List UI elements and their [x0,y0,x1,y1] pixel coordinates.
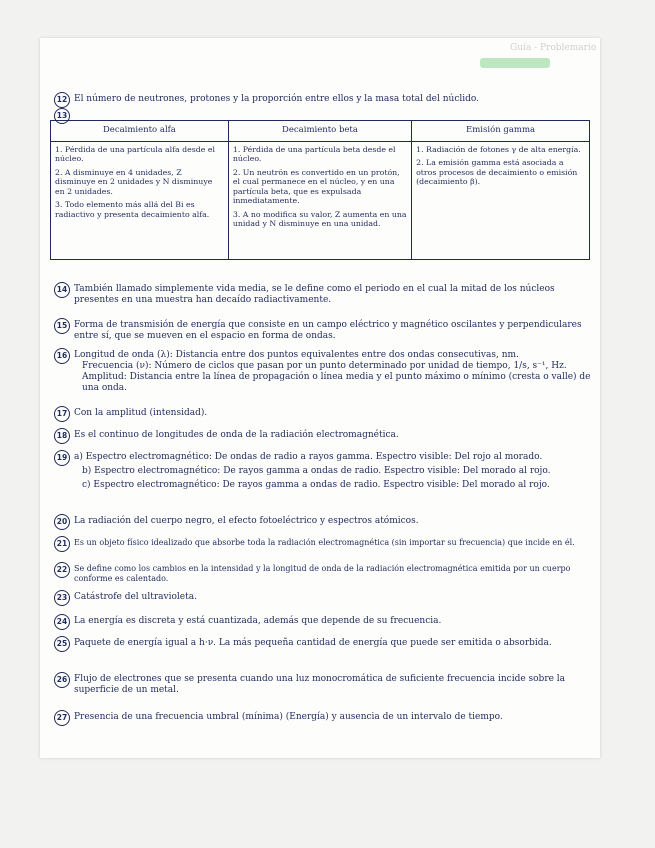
notebook-page [40,38,600,758]
answer-text [74,452,592,491]
question-number: 21 [54,536,70,552]
gamma-point: 2. La emisión gamma está asociada a otros procesos de decaimiento o emisión (decaimiento β). [416,158,578,186]
alpha-point: 2. A disminuye en 4 unidades, Z disminuye en 2 unidades y N disminuye en 2 unidades. [55,167,213,196]
gamma-point: 1. Radiación de fotones γ de alta energía. [416,144,581,154]
header-gamma: Emisión gamma [412,121,590,142]
question-number: 24 [54,614,70,630]
question-number: 15 [54,318,70,334]
question-number: 12 [54,92,70,108]
answer-text: Se define como los cambios en la intensidad y la longitud de onda de la radiación electromagnética emitida por un cuerpo conforme es calentado. [74,564,571,583]
question-number: 22 [54,562,70,578]
answer-12 [54,94,592,105]
highlighter-mark [480,58,550,68]
amplitude-definition: Amplitud: Distancia entre la línea de propagación o línea media y el punto máximo o mínimo (cresta o valle) de una onda. [82,372,591,393]
answer-23 [54,592,592,603]
answer-text: Flujo de electrones que se presenta cuando una luz monocromática de suficiente frecuencia incide sobre la superficie de un metal. [74,674,566,695]
beta-point: 1. Pérdida de una partícula beta desde el núcleo. [232,144,396,163]
spectrum-answer-a: a) Espectro electromagnético: De ondas de radio a rayos gamma. Espectro visible: Del rojo al morado. [74,452,543,462]
question-number: 13 [54,108,70,124]
wavelength-definition: Longitud de onda (λ): Distancia entre dos puntos equivalentes entre dos ondas consecutivas, nm. [74,350,519,360]
question-number: 16 [54,348,70,364]
question-number: 25 [54,636,70,652]
question-number: 23 [54,590,70,606]
frequency-definition: Frecuencia (ν): Número de ciclos que pasan por un punto determinado por unidad de tiempo, 1/s, s⁻¹, Hz. [82,361,567,371]
answer-text: Forma de transmisión de energía que consiste en un campo eléctrico y magnético oscilantes y perpendiculares entre sí, que se mueven en el espacio en forma de ondas. [74,320,582,341]
header-alpha: Decaimiento alfa [51,121,229,142]
beta-point: 3. A no modifica su valor, Z aumenta en una unidad y N disminuye en una unidad. [232,209,407,228]
answer-20 [54,516,592,527]
answer-21 [54,538,592,548]
alpha-point: 1. Pérdida de una partícula alfa desde el núcleo. [55,144,215,163]
question-number: 27 [54,710,70,726]
answer-text: Presencia de una frecuencia umbral (mínima) (Energía) y ausencia de un intervalo de tiempo. [74,712,503,722]
answer-22 [54,564,592,584]
answer-14 [54,284,592,306]
beta-cell [228,141,411,259]
question-number: 19 [54,450,70,466]
question-number: 17 [54,406,70,422]
answer-24 [54,616,592,627]
alpha-cell [51,141,229,259]
answer-26 [54,674,592,696]
spectrum-answer-b: b) Espectro electromagnético: De rayos gamma a ondas de radio. Espectro visible: Del morado al rojo. [82,466,551,476]
answer-16 [54,350,592,394]
beta-point: 2. Un neutrón es convertido en un protón, el cual permanece en el núcleo, y en una partícula beta, que es expulsada inmediatamente. [232,167,400,205]
answer-18 [54,430,592,441]
answer-19 [54,452,592,491]
question-number: 18 [54,428,70,444]
answer-17 [54,408,592,419]
question-number: 20 [54,514,70,530]
question-number: 26 [54,672,70,688]
alpha-point: 3. Todo elemento más allá del Bi es radiactivo y presenta decaimiento alfa. [55,200,210,219]
answer-text: Catástrofe del ultravioleta. [74,592,197,602]
answer-text: Es un objeto físico idealizado que absorbe toda la radiación electromagnética (sin importar su frecuencia) que incide en él. [74,538,575,547]
answer-text: Es el continuo de longitudes de onda de la radiación electromagnética. [74,430,399,440]
decay-comparison-table [50,120,590,260]
answer-text: La radiación del cuerpo negro, el efecto fotoeléctrico y espectros atómicos. [74,516,419,526]
answer-text: La energía es discreta y está cuantizada, además que depende de su frecuencia. [74,616,442,626]
answer-27 [54,712,592,723]
answer-text: Paquete de energía igual a h·ν. La más pequeña cantidad de energía que puede ser emitida o absorbida. [74,638,552,648]
answer-25 [54,638,592,649]
answer-text: El número de neutrones, protones y la proporción entre ellos y la masa total del núclido. [74,94,479,104]
question-number: 14 [54,282,70,298]
answer-text [74,350,592,394]
answer-15 [54,320,592,342]
answer-text: También llamado simplemente vida media, se le define como el periodo en el cual la mitad de los núcleos presentes en una muestra han decaído radiactivamente. [74,284,555,305]
bleed-through-heading: Guía - Problemario [510,43,597,53]
header-beta: Decaimiento beta [228,121,411,142]
gamma-cell [412,141,590,259]
spectrum-answer-c: c) Espectro electromagnético: De rayos gamma a ondas de radio. Espectro visible: Del morado al rojo. [82,480,550,490]
answer-text: Con la amplitud (intensidad). [74,408,208,418]
